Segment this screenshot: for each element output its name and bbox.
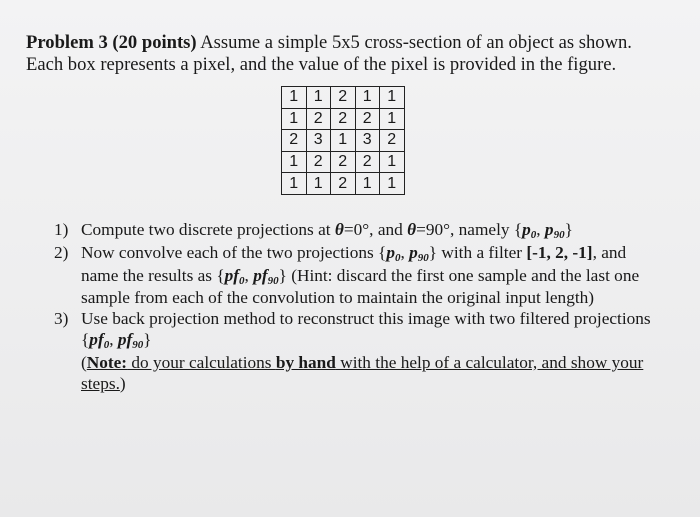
pf90-subscript: 90 bbox=[267, 274, 279, 287]
q1-angle-90: =90°, namely { bbox=[416, 220, 523, 239]
pixel-cell: 2 bbox=[282, 130, 307, 152]
note-part-b: with the help of a calculator, and show your steps. bbox=[81, 352, 644, 393]
grid-row bbox=[282, 87, 405, 109]
q2-text: Now convolve each of the two projections { bbox=[81, 242, 387, 262]
grid-row bbox=[282, 108, 405, 130]
question-2 bbox=[54, 243, 664, 309]
pixel-cell: 2 bbox=[331, 173, 356, 195]
filter-kernel: [-1, 2, -1] bbox=[526, 242, 593, 262]
pf0-symbol: pf bbox=[224, 265, 240, 285]
theta-symbol: θ bbox=[334, 220, 344, 239]
theta-symbol: θ bbox=[407, 220, 417, 239]
pixel-cell: 1 bbox=[380, 87, 405, 109]
pixel-cell: 1 bbox=[282, 108, 307, 130]
pf0-subscript: 0 bbox=[103, 338, 110, 351]
pixel-cell: 2 bbox=[331, 87, 356, 109]
pixel-cell: 1 bbox=[306, 87, 331, 109]
question-list bbox=[54, 220, 664, 394]
pixel-grid bbox=[281, 86, 405, 195]
pixel-cell: 2 bbox=[355, 108, 380, 130]
pixel-cell: 1 bbox=[306, 173, 331, 195]
note-part-a: do your calculations bbox=[127, 352, 276, 372]
problem-text: Assume a simple 5x5 cross-section of an object as shown. Each box represents a pixel, and the value of the pixel is provided in the figure. bbox=[26, 32, 632, 75]
pixel-cell: 2 bbox=[306, 108, 331, 130]
pixel-cell: 3 bbox=[306, 130, 331, 152]
p0-symbol: p bbox=[522, 220, 531, 239]
pf90-symbol: pf bbox=[253, 265, 268, 285]
p0-subscript: 0 bbox=[395, 251, 401, 264]
pixel-cell: 1 bbox=[380, 108, 405, 130]
pixel-cell: 2 bbox=[355, 151, 380, 173]
separator: , bbox=[109, 329, 118, 349]
pixel-cell: 1 bbox=[380, 151, 405, 173]
separator: , bbox=[536, 220, 545, 239]
pixel-cell: 2 bbox=[331, 151, 356, 173]
separator: , bbox=[400, 242, 410, 262]
pf0-subscript: 0 bbox=[239, 274, 245, 287]
q2-text-results: , and name the results as { bbox=[81, 242, 627, 285]
q2-hint: } (Hint: discard the first one sample and the last one sample from each of the convolution to maintain the original input length) bbox=[81, 265, 640, 308]
note-emphasis: by hand bbox=[275, 352, 336, 372]
q2-text-filter-intro: } with a filter bbox=[428, 242, 527, 262]
question-number: 2) bbox=[54, 242, 69, 262]
pf0-symbol: pf bbox=[89, 329, 104, 349]
grid-row bbox=[282, 173, 405, 195]
separator: , bbox=[244, 265, 254, 285]
pixel-cell: 1 bbox=[282, 87, 307, 109]
brace-close: } bbox=[143, 329, 152, 349]
brace-close: } bbox=[564, 220, 573, 239]
pixel-cell: 2 bbox=[306, 151, 331, 173]
pixel-cell: 1 bbox=[380, 173, 405, 195]
p90-symbol: p bbox=[544, 220, 554, 239]
pf90-symbol: pf bbox=[117, 329, 133, 349]
pixel-cell: 1 bbox=[282, 173, 307, 195]
p90-symbol: p bbox=[409, 242, 418, 262]
p0-symbol: p bbox=[386, 242, 395, 262]
problem-heading: Problem 3 (20 points) bbox=[26, 32, 197, 53]
q3-text: Use back projection method to reconstruct this image with two filtered projections { bbox=[81, 309, 651, 349]
grid-row bbox=[282, 130, 405, 152]
p90-subscript: 90 bbox=[553, 229, 565, 241]
paren-open: ( bbox=[81, 352, 87, 372]
grid-row bbox=[282, 151, 405, 173]
pixel-cell: 2 bbox=[380, 130, 405, 152]
pixel-cell: 1 bbox=[331, 130, 356, 152]
q1-angle-0: =0°, and bbox=[343, 220, 408, 239]
question-number: 1) bbox=[54, 220, 69, 239]
problem-statement bbox=[26, 32, 666, 76]
pf90-subscript: 90 bbox=[132, 338, 144, 351]
p90-subscript: 90 bbox=[417, 251, 429, 264]
question-3 bbox=[54, 309, 664, 394]
pixel-cell: 1 bbox=[355, 87, 380, 109]
question-number: 3) bbox=[54, 309, 69, 329]
pixel-cell: 1 bbox=[282, 151, 307, 173]
q1-text: Compute two discrete projections at bbox=[81, 220, 335, 239]
p0-subscript: 0 bbox=[530, 229, 537, 241]
note-label: Note: bbox=[86, 352, 128, 372]
pixel-cell: 1 bbox=[355, 173, 380, 195]
pixel-cell: 2 bbox=[331, 108, 356, 130]
note-text bbox=[81, 353, 643, 393]
question-1 bbox=[54, 220, 664, 243]
pixel-cell: 3 bbox=[355, 130, 380, 152]
paren-close: ) bbox=[119, 373, 126, 393]
